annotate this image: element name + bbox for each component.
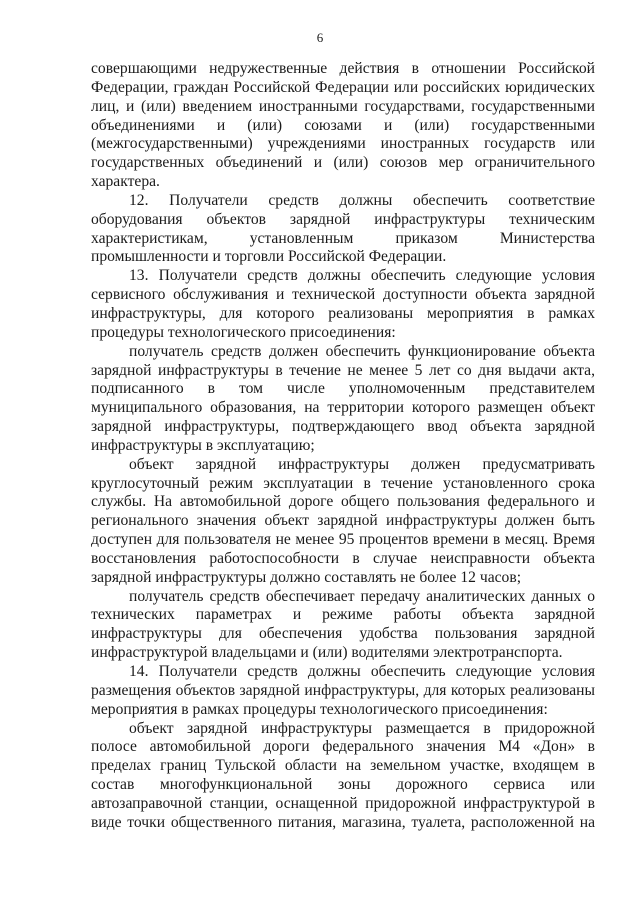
paragraph-14: 14. Получатели средств должны обеспечить следующие условия размещения объектов зарядной инфраструктуры, для которых реализованы мероприятия в рамках процедуры технологического присоединения: (91, 663, 595, 718)
paragraph-13-item-analytics: получатель средств обеспечивает передачу аналитических данных о технических параметрах и режиме работы объекта зарядной инфраструктуры для обеспечения удобства пользования зарядной инфраструктурой владельцами и (или) водителями электротранспорта. (91, 587, 595, 662)
paragraph-13: 13. Получатели средств должны обеспечить следующие условия сервисного обслуживания и технической доступности объекта зарядной инфраструктуры, для которого реализованы мероприятия в рамках процедуры технологического присоединения: (91, 267, 595, 341)
document-body (91, 60, 595, 833)
paragraph-13-item-operation-period: получатель средств должен обеспечить функционирование объекта зарядной инфраструктуры в течение не менее 5 лет со дня выдачи акта, подписанного в том числе уполномоченным представителем муниципального образования, на территории которого размещен объект зарядной инфраструктуры, подтверждающего ввод объекта зарядной инфраструктуры в эксплуатацию; (91, 342, 595, 454)
paragraph-continuation: совершающими недружественные действия в отношении Российской Федерации, граждан Российской Федерации или российских юридических лиц, и (или) введением иностранными государствами, государственными объединениями и (или) союзами и (или) государственными (межгосударственными) учреждениями иностранных государств или государственных объединений и (или) союзов мер ограничительного характера. (91, 60, 595, 191)
paragraph-13-item-round-the-clock: объект зарядной инфраструктуры должен предусматривать круглосуточный режим эксплуатации в течение установленного срока службы. На автомобильной дороге общего пользования федерального и регионального значения объект зарядной инфраструктуры должен быть доступен для пользователя не менее 95 процентов времени в месяц. Время восстановления работоспособности в случае неисправности объекта зарядной инфраструктуры должно составлять не более 12 часов; (91, 455, 595, 586)
paragraph-14-item-placement: объект зарядной инфраструктуры размещается в придорожной полосе автомобильной дороги федерального значения М4 «Дон» в пределах границ Тульской области на земельном участке, входящем в состав многофункциональной зоны дорожного сервиса или автозаправочной станции, оснащенной придорожной инфраструктурой в виде точки общественного питания, магазина, туалета, расположенной на (91, 719, 595, 831)
page-number: 6 (316, 30, 324, 45)
paragraph-12: 12. Получатели средств должны обеспечить соответствие оборудования объектов зарядной инфраструктуры техническим характеристикам, установленным приказом Министерства промышленности и торговли Российской Федерации. (91, 191, 595, 266)
